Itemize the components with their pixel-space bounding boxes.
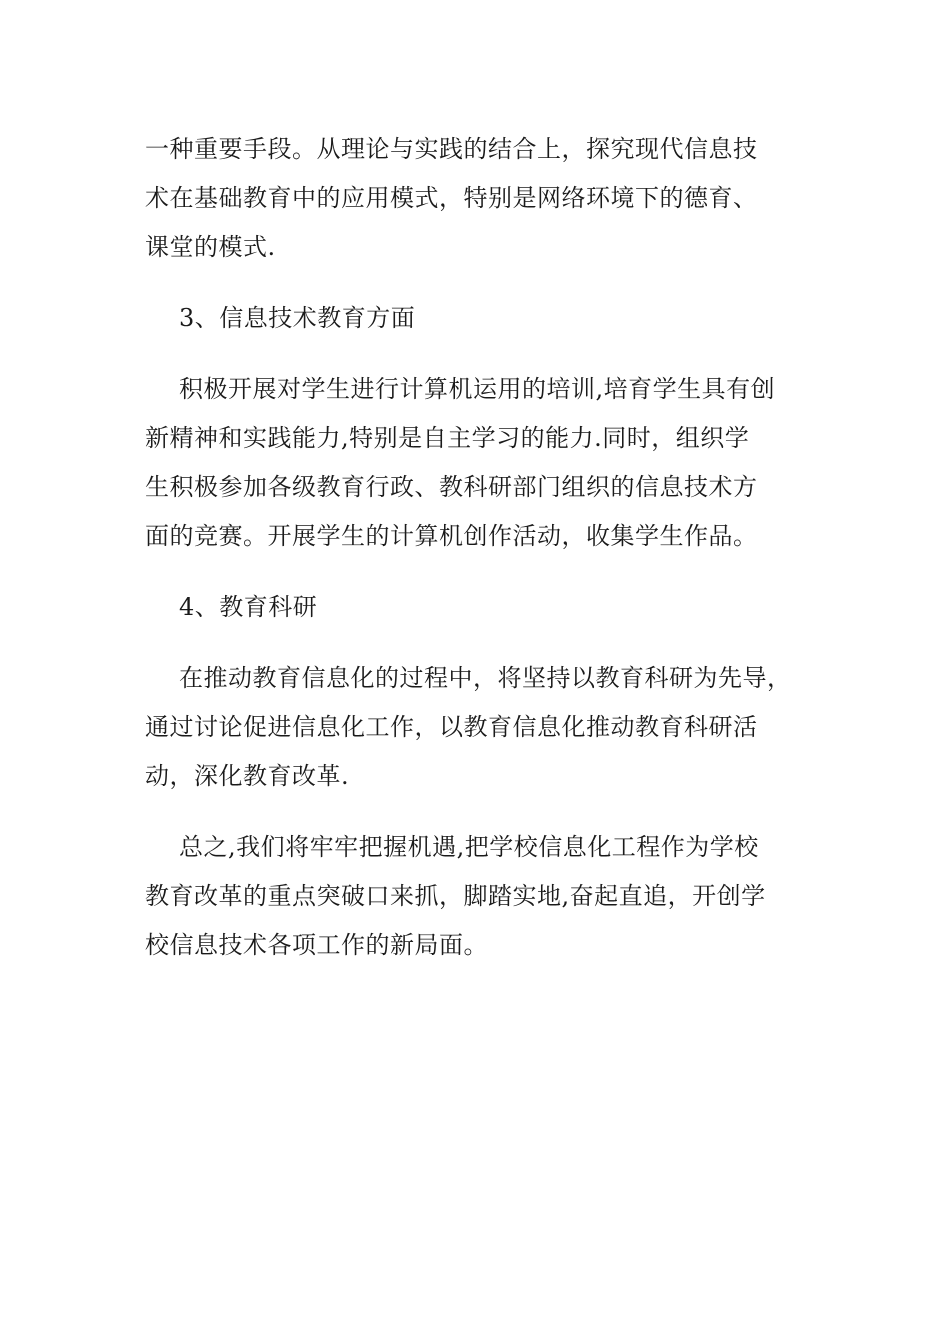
section-heading-4 [145, 583, 810, 632]
text-line: 教育改革的重点突破口来抓，脚踏实地,奋起直追，开创学 [145, 882, 766, 910]
text-line: 课堂的模式. [145, 233, 276, 261]
paragraph-spacer [145, 343, 810, 365]
heading-text: 4、教育科研 [179, 593, 318, 621]
paragraph-spacer [145, 632, 810, 654]
text-line: 在推动教育信息化的过程中，将坚持以教育科研为先导， [179, 664, 792, 692]
text-line: 一种重要手段。从理论与实践的结合上，探究现代信息技 [145, 135, 758, 163]
text-line: 积极开展对学生进行计算机运用的培训,培育学生具有创 [179, 375, 776, 403]
section-heading-3 [145, 294, 810, 343]
text-line: 通过讨论促进信息化工作，以教育信息化推动教育科研活 [145, 713, 758, 741]
text-line: 动，深化教育改革. [145, 762, 350, 790]
paragraph-spacer [145, 561, 810, 583]
paragraph-intro-continuation [145, 125, 810, 272]
paragraph-conclusion [145, 823, 810, 970]
text-line: 面的竞赛。开展学生的计算机创作活动，收集学生作品。 [145, 522, 758, 550]
text-line: 总之,我们将牢牢把握机遇,把学校信息化工程作为学校 [179, 833, 759, 861]
text-line: 生积极参加各级教育行政、教科研部门组织的信息技术方 [145, 473, 758, 501]
text-line: 校信息技术各项工作的新局面。 [145, 931, 488, 959]
text-line: 新精神和实践能力,特别是自主学习的能力.同时，组织学 [145, 424, 750, 452]
paragraph-section-3 [145, 365, 810, 561]
paragraph-spacer [145, 801, 810, 823]
paragraph-section-4 [145, 654, 810, 801]
heading-text: 3、信息技术教育方面 [179, 304, 416, 332]
document-body [145, 125, 810, 970]
paragraph-spacer [145, 272, 810, 294]
text-line: 术在基础教育中的应用模式，特别是网络环境下的德育、 [145, 184, 758, 212]
